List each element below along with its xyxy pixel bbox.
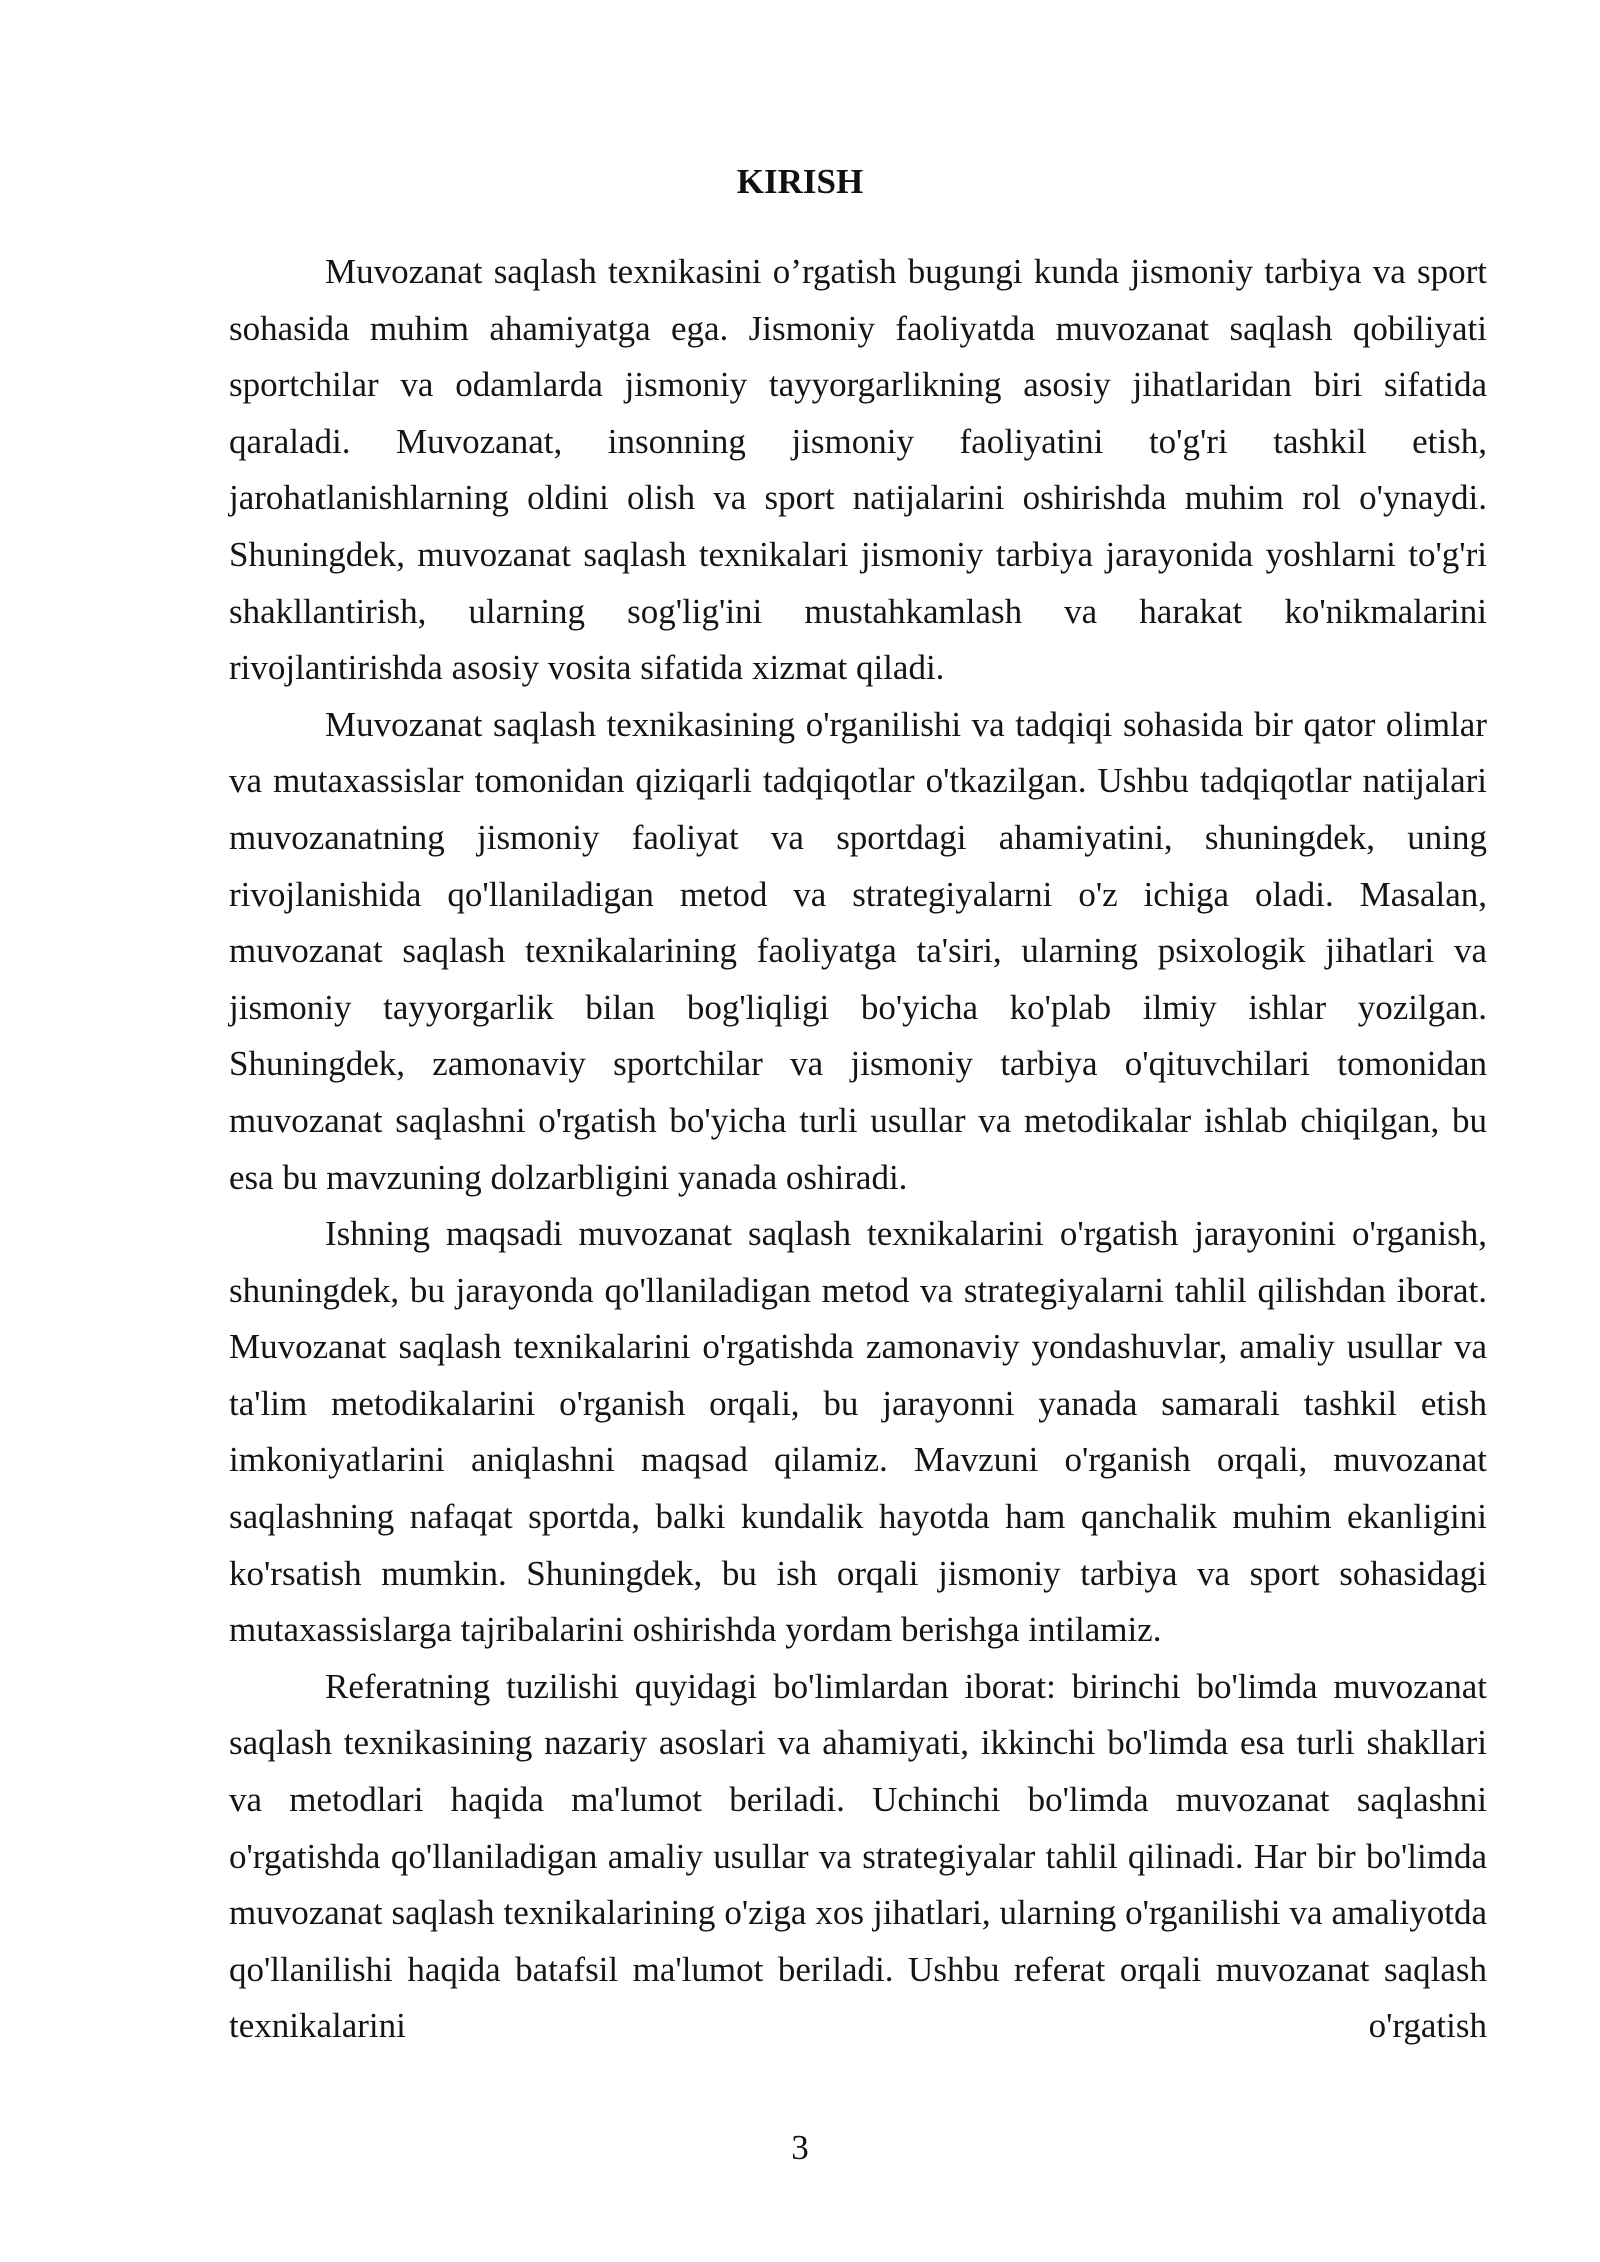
paragraph-structure: Referatning tuzilishi quyidagi bo'limlardan iborat: birinchi bo'limda muvozanat saqlash texnikasining nazariy asoslari va ahamiyati, ikkinchi bo'limda esa turli shakllari va metodlari haqida ma'lumot beriladi. Uchinchi bo'limda muvozanat saqlashni o'rgatishda qo'llaniladigan amaliy usullar va strategiyalar tahlil qilinadi. Har bir bo'limda muvozanat saqlash texnikalarining o'ziga xos jihatlari, ularning o'rganilishi va amaliyotda qo'llanilishi haqida batafsil ma'lumot beriladi. Ushbu referat orqali muvozanat saqlash texnikalarini o'rgatish	[229, 1666, 1487, 2046]
paragraph-introduction: Muvozanat saqlash texnikasini o’rgatish bugungi kunda jismoniy tarbiya va sport sohasida muhim ahamiyatga ega. Jismoniy faoliyatda muvozanat saqlash qobiliyati sportchilar va odamlarda jismoniy tayyorgarlikning asosiy jihatlaridan biri sifatida qaraladi. Muvozanat, insonning jismoniy faoliyatini to'g'ri tashkil etish, jarohatlanishlarning oldini olish va sport natijalarini oshirishda muhim rol o'ynaydi. Shuningdek, muvozanat saqlash texnikalari jismoniy tarbiya jarayonida yoshlarni to'g'ri shakllantirish, ularning sog'lig'ini mustahkamlash va harakat ko'nikmalarini rivojlantirishda asosiy vosita sifatida xizmat qiladi.	[229, 252, 1487, 688]
paragraph-research-review: Muvozanat saqlash texnikasining o'rganilishi va tadqiqi sohasida bir qator olimlar va mutaxassislar tomonidan qiziqarli tadqiqotlar o'tkazilgan. Ushbu tadqiqotlar natijalari muvozanatning jismoniy faoliyat va sportdagi ahamiyatini, shuningdek, uning rivojlanishida qo'llaniladigan metod va strategiyalarni o'z ichiga oladi. Masalan, muvozanat saqlash texnikalarining faoliyatga ta'siri, ularning psixologik jihatlari va jismoniy tayyorgarlik bilan bog'liqligi bo'yicha ko'plab ilmiy ishlar yozilgan. Shuningdek, zamonaviy sportchilar va jismoniy tarbiya o'qituvchilari tomonidan muvozanat saqlashni o'rgatish bo'yicha turli usullar va metodikalar ishlab chiqilgan, bu esa bu mavzuning dolzarbligini yanada oshiradi.	[229, 704, 1487, 1197]
page-number: 3	[791, 2128, 809, 2167]
paragraph-work-goal: Ishning maqsadi muvozanat saqlash texnikalarini o'rgatish jarayonini o'rganish, shuningdek, bu jarayonda qo'llaniladigan metod va strategiyalarni tahlil qilishdan iborat. Muvozanat saqlash texnikalarini o'rgatishda zamonaviy yondashuvlar, amaliy usullar va ta'lim metodikalarini o'rganish orqali, bu jarayonni yanada samarali tashkil etish imkoniyatlarini aniqlashni maqsad qilamiz. Mavzuni o'rganish orqali, muvozanat saqlashning nafaqat sportda, balki kundalik hayotda ham qanchalik muhim ekanligini ko'rsatish mumkin. Shuningdek, bu ish orqali jismoniy tarbiya va sport sohasidagi mutaxassislarga tajribalarini oshirishda yordam berishga intilamiz.	[229, 1214, 1487, 1650]
section-heading: KIRISH	[736, 162, 864, 201]
document-body	[229, 244, 1487, 2055]
